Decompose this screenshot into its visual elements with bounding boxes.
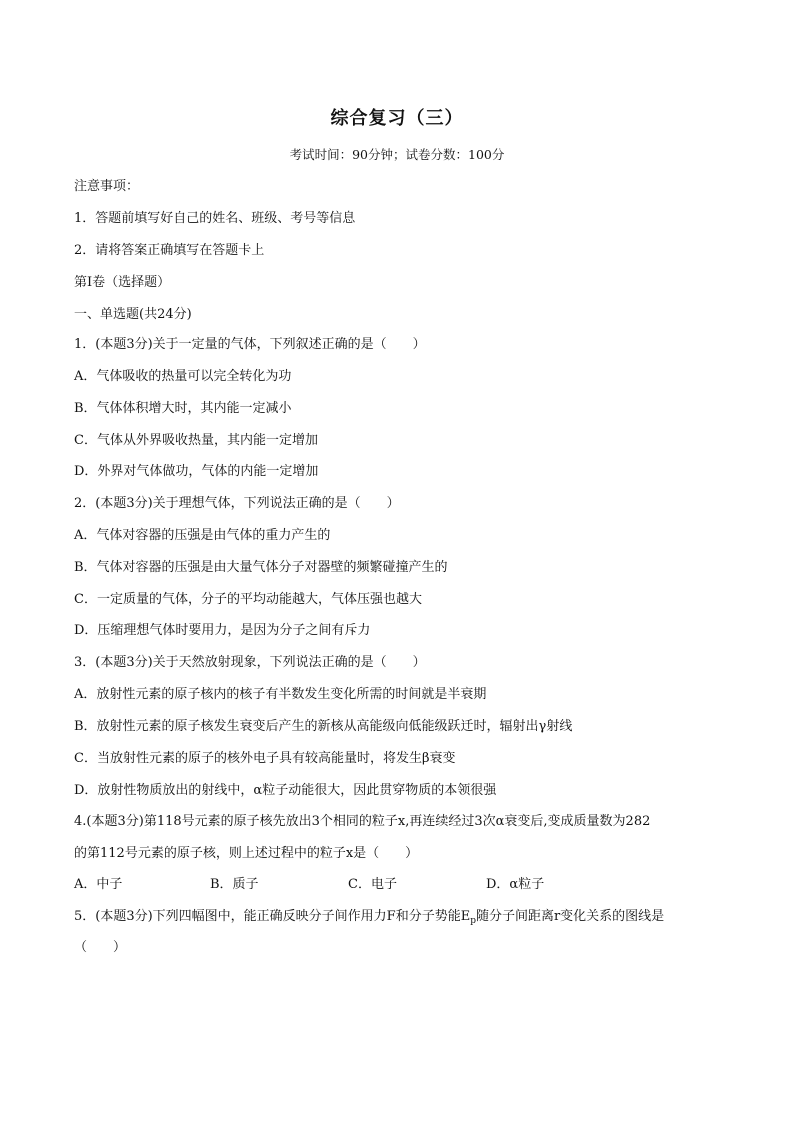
question-1-option-d: D．外界对气体做功，气体的内能一定增加: [74, 464, 319, 479]
section-heading: 一、单选题(共24分): [74, 307, 192, 322]
question-2-stem: 2．(本题3分)关于理想气体，下列说法正确的是（ ）: [74, 496, 400, 511]
question-2-option-c: C．一定质量的气体，分子的平均动能越大，气体压强也越大: [74, 592, 422, 607]
question-2-option-a: A．气体对容器的压强是由气体的重力产生的: [74, 528, 331, 543]
question-5-stem-line-1: [74, 908, 734, 930]
question-3-option-a: A．放射性元素的原子核内的核子有半数发生变化所需的时间就是半衰期: [74, 687, 487, 702]
question-1-option-b: B．气体体积增大时，其内能一定减小: [74, 401, 292, 416]
page-title: 综合复习（三）: [330, 108, 464, 129]
question-5-stem-line-2: （ ）: [74, 940, 127, 955]
question-4-options: [74, 876, 734, 894]
question-1-option-c: C．气体从外界吸收热量，其内能一定增加: [74, 433, 318, 448]
notes-heading: 注意事项：: [74, 179, 140, 194]
question-3-option-d: D．放射性物质放出的射线中，α粒子动能很大，因此贯穿物质的本领很强: [74, 783, 497, 798]
question-5-stem-part-2: 随分子间距离r变化关系的图线是: [475, 909, 665, 924]
question-4-option-a: A．中子: [74, 877, 123, 892]
question-4-stem-line-1: 4.(本题3分)第118号元素的原子核先放出3个相同的粒子x,再连续经过3次α衰变后,变成质量数为282: [74, 814, 651, 829]
question-3-stem: 3．(本题3分)关于天然放射现象，下列说法正确的是（ ）: [74, 655, 426, 670]
question-4-option-b: B．质子: [210, 877, 259, 892]
question-1-option-a: A．气体吸收的热量可以完全转化为功: [74, 369, 292, 384]
note-item-2: 2．请将答案正确填写在答题卡上: [74, 243, 265, 258]
question-5-stem-part-1: 5．(本题3分)下列四幅图中，能正确反映分子间作用力F和分子势能E: [74, 909, 471, 924]
question-4-stem-line-2: 的第112号元素的原子核，则上述过程中的粒子x是（ ）: [74, 846, 419, 861]
energy-subscript: p: [470, 916, 476, 926]
question-2-option-b: B．气体对容器的压强是由大量气体分子对器壁的频繁碰撞产生的: [74, 560, 448, 575]
question-3-option-b: B．放射性元素的原子核发生衰变后产生的新核从高能级向低能级跃迁时，辐射出γ射线: [74, 719, 573, 734]
question-3-option-c: C．当放射性元素的原子的核外电子具有较高能量时，将发生β衰变: [74, 751, 456, 766]
question-4-option-c: C．电子: [348, 877, 397, 892]
question-2-option-d: D．压缩理想气体时要用力，是因为分子之间有斥力: [74, 623, 371, 638]
note-item-1: 1．答题前填写好自己的姓名、班级、考号等信息: [74, 211, 356, 226]
exam-info: 考试时间：90分钟；试卷分数：100分: [289, 147, 505, 162]
question-1-stem: 1．(本题3分)关于一定量的气体，下列叙述正确的是（ ）: [74, 337, 426, 352]
volume-heading: 第I卷（选择题）: [74, 275, 171, 290]
question-4-option-d: D．α粒子: [486, 877, 545, 892]
